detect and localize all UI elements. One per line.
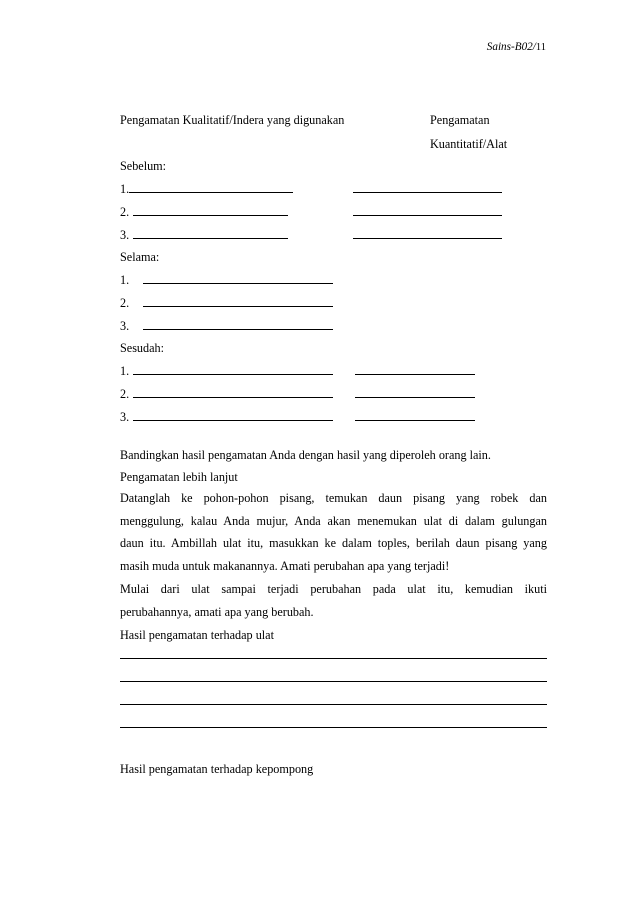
sebelum-item-2	[120, 206, 288, 218]
answer-line[interactable]	[120, 727, 547, 728]
selama-item-3	[120, 320, 333, 332]
answer-blank[interactable]	[353, 183, 502, 193]
paragraph-line: perubahannya, amati apa yang berubah.	[120, 604, 314, 619]
item-number: 1.	[120, 364, 130, 378]
paragraph-line: Datanglah ke pohon-pohon pisang, temukan daun pisang yang robek dan	[120, 491, 547, 505]
answer-blank[interactable]	[355, 365, 475, 375]
answer-blank[interactable]	[143, 274, 333, 284]
page-number: 11	[535, 42, 546, 53]
answer-blank[interactable]	[353, 206, 502, 216]
item-number: 2.	[120, 205, 130, 219]
selama-item-2	[120, 297, 333, 309]
instruction-paragraph-2	[120, 578, 547, 623]
answer-blank[interactable]	[133, 229, 288, 239]
answer-blank[interactable]	[143, 297, 333, 307]
sebelum-item-3-quant	[353, 229, 502, 241]
result-caterpillar-title: Hasil pengamatan terhadap ulat	[120, 628, 274, 642]
sesudah-item-3-quant	[355, 411, 475, 423]
item-number: 2.	[120, 296, 130, 310]
answer-blank[interactable]	[133, 206, 288, 216]
page-header	[487, 42, 546, 54]
section-title-sebelum: Sebelum:	[120, 159, 167, 173]
answer-blank[interactable]	[143, 320, 333, 330]
result-pupa-title: Hasil pengamatan terhadap kepompong	[120, 762, 314, 776]
answer-blank[interactable]	[355, 388, 475, 398]
item-number: 2.	[120, 387, 130, 401]
paragraph-line: Mulai dari ulat sampai terjadi perubahan pada ulat itu, kemudian ikuti	[120, 582, 547, 596]
instruction-paragraph-1	[120, 487, 547, 577]
selama-item-1	[120, 274, 333, 286]
quantitative-heading-line1: Pengamatan	[430, 113, 490, 127]
item-number: 3.	[120, 228, 130, 242]
section-title-sesudah: Sesudah:	[120, 341, 165, 355]
answer-blank[interactable]	[133, 365, 333, 375]
answer-line[interactable]	[120, 681, 547, 682]
document-code: Sains-B02/	[486, 41, 536, 53]
sesudah-item-2-quant	[355, 388, 475, 400]
answer-blank[interactable]	[129, 183, 293, 193]
paragraph-line: daun itu. Ambillah ulat itu, masukkan ke dalam toples, berilah daun pisang yang	[120, 536, 547, 551]
paragraph-line: masih muda untuk makanannya. Amati perubahan apa yang terjadi!	[120, 558, 450, 573]
further-observation-title: Pengamatan lebih lanjut	[120, 470, 238, 484]
sesudah-item-1	[120, 365, 333, 377]
answer-blank[interactable]	[355, 411, 475, 421]
item-number: 3.	[120, 319, 130, 333]
qualitative-heading: Pengamatan Kualitatif/Indera yang digunakan	[120, 113, 345, 127]
sebelum-item-1-quant	[353, 183, 502, 195]
sebelum-item-1	[120, 183, 293, 195]
quantitative-heading-line2: Kuantitatif/Alat	[430, 137, 508, 151]
compare-instruction: Bandingkan hasil pengamatan Anda dengan hasil yang diperoleh orang lain.	[120, 448, 491, 462]
answer-blank[interactable]	[353, 229, 502, 239]
item-number: 1.	[120, 273, 130, 287]
sesudah-item-3	[120, 411, 333, 423]
item-number: 3.	[120, 410, 130, 424]
section-title-selama: Selama:	[120, 250, 160, 264]
answer-blank[interactable]	[133, 411, 333, 421]
item-number: 1.	[120, 182, 130, 196]
sesudah-item-1-quant	[355, 365, 475, 377]
sesudah-item-2	[120, 388, 333, 400]
answer-line[interactable]	[120, 704, 547, 705]
paragraph-line: menggulung, kalau Anda mujur, Anda akan menemukan ulat di dalam gulungan	[120, 513, 547, 528]
answer-line[interactable]	[120, 658, 547, 659]
sebelum-item-2-quant	[353, 206, 502, 218]
sebelum-item-3	[120, 229, 288, 241]
answer-blank[interactable]	[133, 388, 333, 398]
